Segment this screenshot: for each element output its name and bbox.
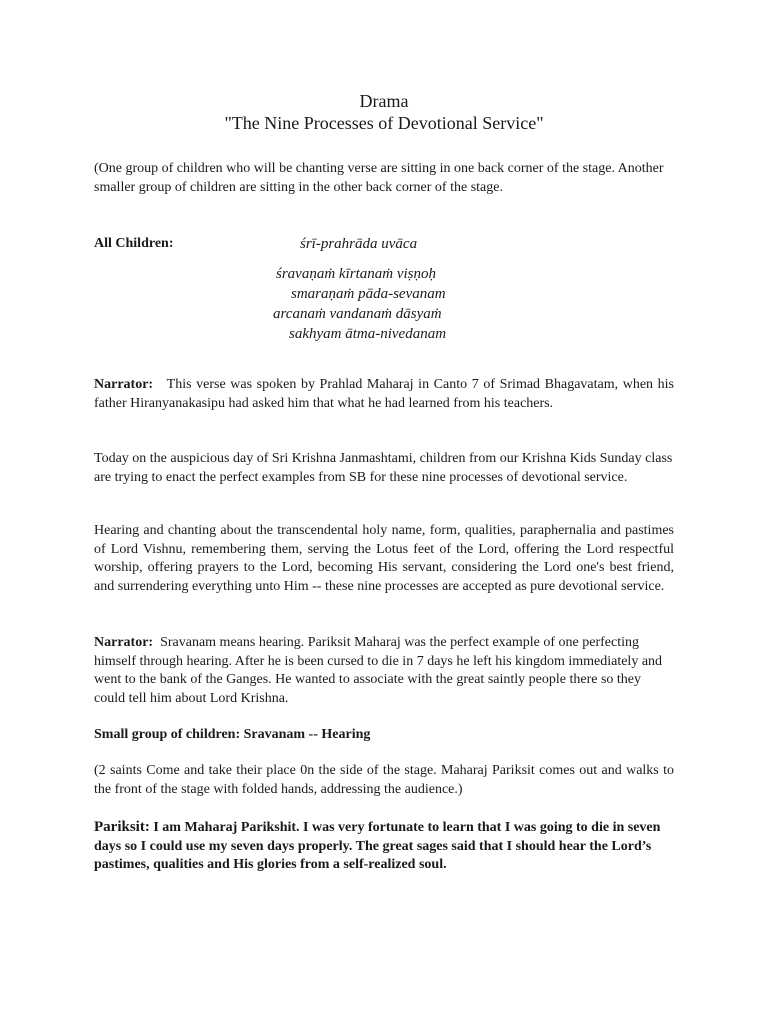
verse-speaker-line: śrī-prahrāda uvāca bbox=[300, 236, 418, 252]
verse-line: arcanaṁ vandanaṁ dāsyaṁ bbox=[273, 306, 442, 322]
small-group-heading: Small group of children: Sravanam -- Hearing bbox=[94, 727, 371, 742]
pariksit-speech bbox=[94, 818, 684, 875]
verse-line: sakhyam ātma-nivedanam bbox=[289, 326, 447, 342]
verse-line: smaraṇaṁ pāda-sevanam bbox=[291, 286, 446, 302]
pariksit-text: I am Maharaj Parikshit. I was very fortunate to learn that I was going to die in seven days so I could use my seven days properly. The great sages said that I should hear the Lord’s pastimes, qualities and His glories from a self-realized soul. bbox=[94, 820, 661, 872]
document-title bbox=[0, 90, 768, 134]
janmashtami-paragraph: Today on the auspicious day of Sri Krishna Janmashtami, children from our Krishna Kids Sunday class are trying to enact the perfect examples from SB for these nine processes of devotional service. bbox=[94, 451, 673, 485]
pariksit-label: Pariksit: bbox=[94, 819, 150, 835]
narrator-text: This verse was spoken by Prahlad Maharaj in Canto 7 of Srimad Bhagavatam, when his father Hiranyanakasipu had asked him that what he had learned from his teachers. bbox=[94, 377, 675, 411]
nine-processes-paragraph: Hearing and chanting about the transcendental holy name, form, qualities, paraphernalia and pastimes of Lord Vishnu, remembering them, serving the Lotus feet of the Lord, offering the Lord respectful worship, offering prayers to the Lord, becoming His servant, considering the Lord one's best friend, and surrendering everything unto Him -- these nine processes are accepted as pure devotional service. bbox=[94, 523, 674, 594]
stage-direction: (2 saints Come and take their place 0n the side of the stage. Maharaj Pariksit comes out and walks to the front of the stage with folded hands, addressing the audience.) bbox=[94, 763, 674, 797]
narrator-paragraph-1 bbox=[94, 376, 674, 413]
verse-line: śravaṇaṁ kīrtanaṁ viṣṇoḥ bbox=[276, 266, 436, 282]
intro-paragraph: (One group of children who will be chanting verse are sitting in one back corner of the stage. Another smaller group of children are sitting in the other back corner of the stage. bbox=[94, 161, 664, 195]
narrator-label: Narrator: bbox=[94, 377, 154, 392]
title-line-1: Drama bbox=[359, 91, 409, 111]
narrator-paragraph-2 bbox=[94, 634, 674, 708]
narrator-label: Narrator: bbox=[94, 635, 154, 650]
title-line-2: "The Nine Processes of Devotional Service" bbox=[224, 113, 544, 133]
verse-speaker: All Children: bbox=[94, 236, 174, 251]
narrator-text: Sravanam means hearing. Pariksit Maharaj was the perfect example of one perfecting himself through hearing. After he is been cursed to die in 7 days he left his kingdom immediately and went to the bank of the Ganges. He wanted to associate with the great saintly people there so they could tell him about Lord Krishna. bbox=[94, 635, 663, 706]
